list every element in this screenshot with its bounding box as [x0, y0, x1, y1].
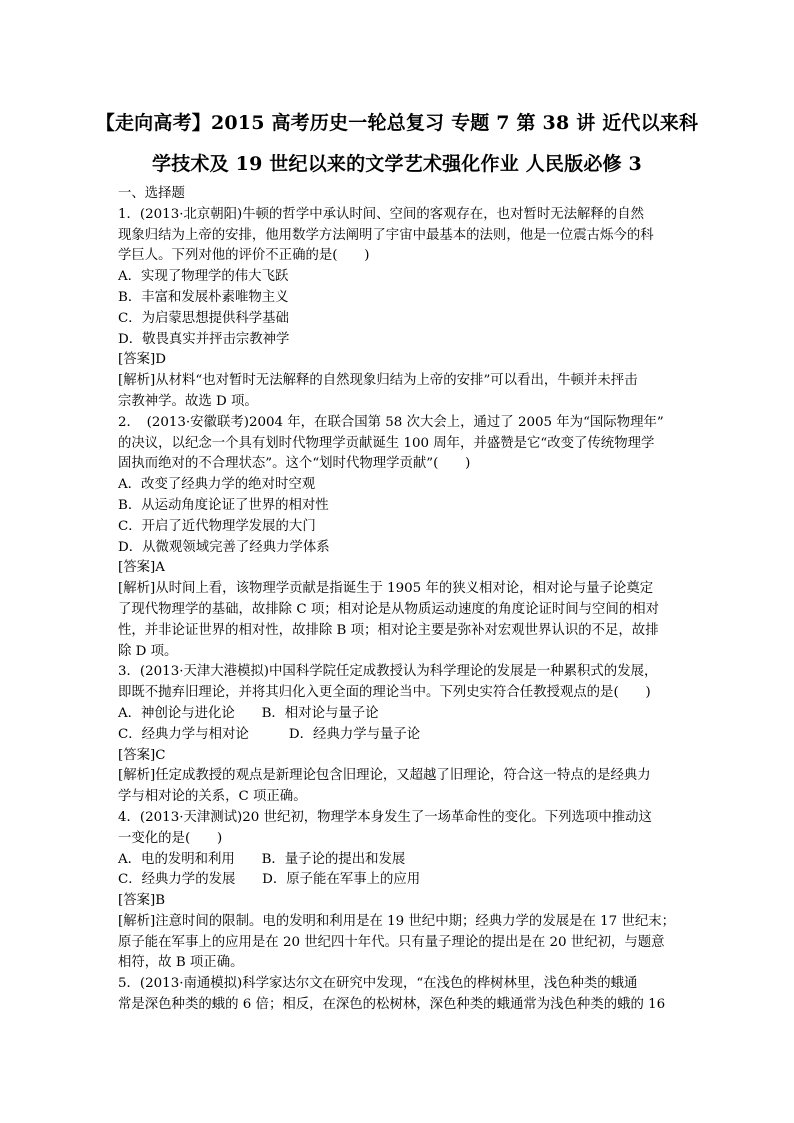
text-line: 即既不抛弃旧理论，并将其归化入更全面的理论当中。下列史实符合任教授观点的是( ) [118, 685, 651, 701]
text-line: [答案]D [118, 352, 166, 368]
text-line: [答案]A [118, 560, 165, 576]
text-line: A．电的发明和利用 B．量子论的提出和发展 [118, 851, 406, 867]
text-line: 1．(2013·北京朝阳)牛顿的哲学中承认时间、空间的客观存在，也对暂时无法解释的自然 [118, 206, 644, 222]
text-line: [解析]注意时间的限制。电的发明和利用是在 19 世纪中期；经典力学的发展是在 17 世纪末； [118, 913, 676, 929]
text-line: B．丰富和发展朴素唯物主义 [118, 289, 289, 305]
text-line: 原子能在军事上的应用是在 20 世纪四十年代。只有量子理论的提出是在 20 世纪初，与题意 [118, 934, 665, 950]
text-line: 固执而绝对的不合理状态”。这个“划时代物理学贡献”( ) [118, 456, 471, 472]
text-line: [答案]B [118, 893, 166, 909]
text-line: B．从运动角度论证了世界的相对性 [118, 497, 329, 513]
text-line: 常是深色种类的蛾的 6 倍；相反，在深色的松树林，深色种类的蛾通常为浅色种类的蛾的 16 [118, 997, 666, 1013]
text-line: D．敬畏真实并抨击宗教神学 [118, 331, 290, 347]
text-line: 3．(2013·天津大港模拟)中国科学院任定成教授认为科学理论的发展是一种累积式的发展， [118, 664, 658, 680]
text-line: 一变化的是( ) [118, 830, 223, 846]
text-line: 5．(2013·南通模拟)科学家达尔文在研究中发现，“在浅色的桦树林里，浅色种类的蛾通 [118, 976, 638, 992]
text-line: [解析]任定成教授的观点是新理论包含旧理论，又超越了旧理论，符合这一特点的是经典力 [118, 768, 651, 784]
text-line: 学巨人。下列对他的评价不正确的是( ) [118, 248, 370, 264]
text-line: 除 D 项。 [118, 643, 178, 659]
text-line: A．实现了物理学的伟大飞跃 [118, 269, 289, 285]
text-line: C．为启蒙思想提供科学基础 [118, 310, 289, 326]
text-line: C．经典力学的发展 D．原子能在军事上的应用 [118, 872, 421, 888]
text-line: C．经典力学与相对论 D．经典力学与量子论 [118, 726, 421, 742]
text-line: 现象归结为上帝的安排，他用数学方法阐明了宇宙中最基本的法则，他是一位震古烁今的科 [118, 227, 654, 243]
text-line: 2． (2013·安徽联考)2004 年，在联合国第 58 次大会上，通过了 2005 年为“国际物理年” [118, 414, 664, 430]
text-line: 性，并非论证世界的相对性，故排除 B 项；相对论主要是弥补对宏观世界认识的不足，故排 [118, 622, 659, 638]
text-line: A．神创论与进化论 B．相对论与量子论 [118, 705, 379, 721]
document-title-line-1: 【走向高考】2015 高考历史一轮总复习 专题 7 第 38 讲 近代以来科 [95, 112, 699, 134]
text-line: 宗教神学。故选 D 项。 [118, 393, 258, 409]
text-line: A．改变了经典力学的绝对时空观 [118, 477, 316, 493]
text-line: [解析]从时间上看，该物理学贡献是指诞生于 1905 年的狭义相对论，相对论与量子论奠定 [118, 581, 654, 597]
text-line: 一、选择题 [118, 186, 185, 201]
text-line: [答案]C [118, 747, 166, 763]
text-line: 4．(2013·天津测试)20 世纪初，物理学本身发生了一场革命性的变化。下列选项中推动这 [118, 809, 652, 825]
text-line: 了现代物理学的基础，故排除 C 项；相对论是从物质运动速度的角度论证时间与空间的相对 [118, 601, 659, 617]
text-line: 的决议，以纪念一个具有划时代物理学贡献诞生 100 周年，并盛赞是它“改变了传统物理学 [118, 435, 655, 451]
document-body [118, 184, 688, 1016]
text-line: C．开启了近代物理学发展的大门 [118, 518, 316, 534]
text-line: [解析]从材料“也对暂时无法解释的自然现象归结为上帝的安排”可以看出，牛顿并未抨击 [118, 373, 638, 389]
text-line: 相符，故 B 项正确。 [118, 955, 244, 971]
document-title-line-2: 学技术及 19 世纪以来的文学艺术强化作业 人民版必修 3 [152, 153, 642, 175]
text-line: D．从微观领域完善了经典力学体系 [118, 539, 330, 555]
text-line: 学与相对论的关系，C 项正确。 [118, 789, 307, 805]
